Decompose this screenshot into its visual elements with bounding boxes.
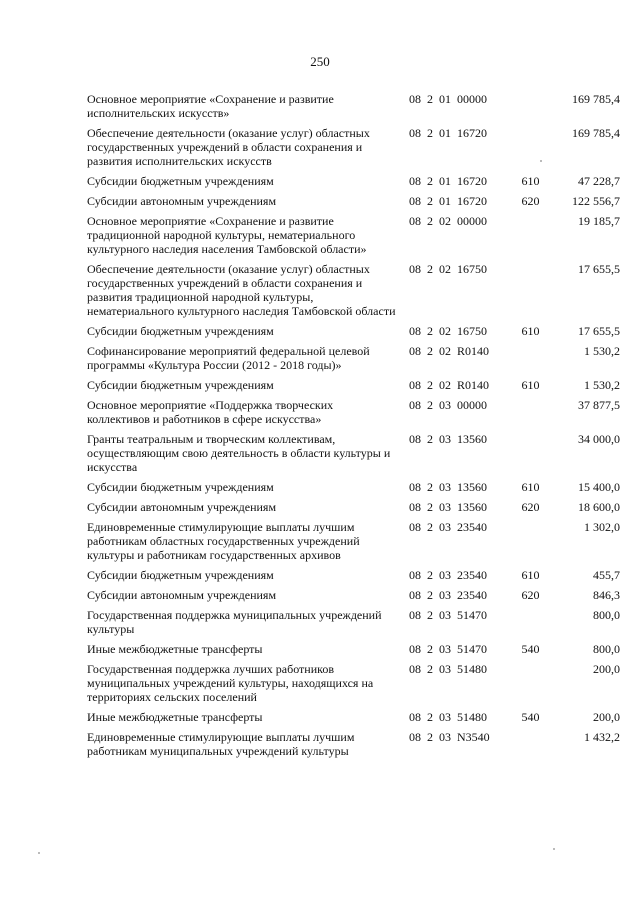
row-code: 08 2 01 16720: [409, 174, 487, 188]
row-code: 08 2 03 23540: [409, 588, 487, 602]
row-name: Единовременные стимулирующие выплаты лучшим работникам областных государственных учреждений культуры и работникам государственных архивов: [87, 520, 360, 562]
row-name: Основное мероприятие «Поддержка творческих коллективов и работников в сфере искусства»: [87, 398, 334, 426]
row-expense-type: [513, 520, 548, 568]
budget-table: [87, 92, 620, 764]
page-number: 250: [310, 54, 330, 69]
row-code: 08 2 02 00000: [409, 214, 487, 228]
table-row: [87, 262, 620, 324]
row-code: 08 2 02 R0140: [409, 344, 490, 358]
row-code: 08 2 02 16750: [409, 262, 487, 276]
row-code: 08 2 01 16720: [409, 126, 487, 140]
row-amount: 200,0: [593, 662, 620, 676]
table-row: [87, 730, 620, 764]
row-code: 08 2 03 23540: [409, 568, 487, 582]
row-amount: 47 228,7: [578, 174, 620, 188]
row-amount: 1 530,2: [584, 344, 620, 358]
table-row: [87, 588, 620, 608]
row-code: 08 2 01 00000: [409, 92, 487, 106]
scan-speck: [553, 848, 555, 850]
row-code: 08 2 03 23540: [409, 520, 487, 534]
row-name: Субсидии автономным учреждениям: [87, 194, 277, 208]
table-row: [87, 214, 620, 262]
row-name: Субсидии автономным учреждениям: [87, 588, 277, 602]
table-row: [87, 568, 620, 588]
row-expense-type: [513, 344, 548, 378]
row-expense-type: 620: [521, 194, 540, 208]
row-expense-type: [513, 126, 548, 174]
row-amount: 1 432,2: [584, 730, 620, 744]
row-amount: 34 000,0: [578, 432, 620, 446]
row-name: Субсидии автономным учреждениям: [87, 500, 277, 514]
row-amount: 169 785,4: [572, 126, 620, 140]
table-row: [87, 480, 620, 500]
row-amount: 122 556,7: [572, 194, 620, 208]
table-row: [87, 194, 620, 214]
row-name: Субсидии бюджетным учреждениям: [87, 174, 274, 188]
row-code: 08 2 03 13560: [409, 432, 487, 446]
row-expense-type: [513, 730, 548, 764]
row-code: 08 2 03 00000: [409, 398, 487, 412]
row-name: Субсидии бюджетным учреждениям: [87, 480, 274, 494]
table-row: [87, 398, 620, 432]
row-expense-type: [513, 608, 548, 642]
row-expense-type: [513, 262, 548, 324]
row-code: 08 2 03 51480: [409, 662, 487, 676]
table-row: [87, 642, 620, 662]
row-amount: 1 530,2: [584, 378, 620, 392]
row-name: Основное мероприятие «Сохранение и развитие исполнительских искусств»: [87, 92, 334, 120]
row-amount: 15 400,0: [578, 480, 620, 494]
row-expense-type: 610: [521, 378, 540, 392]
row-name: Иные межбюджетные трансферты: [87, 642, 263, 656]
row-expense-type: [513, 432, 548, 480]
row-expense-type: 540: [521, 710, 540, 724]
row-name: Софинансирование мероприятий федеральной целевой программы «Культура России (2012 - 2018 годы)»: [87, 344, 370, 372]
row-amount: 17 655,5: [578, 262, 620, 276]
row-name: Субсидии бюджетным учреждениям: [87, 324, 274, 338]
row-amount: 17 655,5: [578, 324, 620, 338]
row-expense-type: 610: [521, 480, 540, 494]
row-amount: 18 600,0: [578, 500, 620, 514]
row-amount: 169 785,4: [572, 92, 620, 106]
row-name: Государственная поддержка лучших работников муниципальных учреждений культуры, находящихся на территориях сельских поселений: [87, 662, 374, 704]
row-expense-type: [513, 92, 548, 126]
table-row: [87, 500, 620, 520]
row-code: 08 2 03 51470: [409, 642, 487, 656]
table-row: [87, 126, 620, 174]
row-code: 08 2 03 N3540: [409, 730, 490, 744]
table-row: [87, 710, 620, 730]
row-amount: 19 185,7: [578, 214, 620, 228]
row-expense-type: [513, 662, 548, 710]
row-amount: 200,0: [593, 710, 620, 724]
table-row: [87, 174, 620, 194]
table-row: [87, 344, 620, 378]
row-expense-type: 620: [521, 500, 540, 514]
row-name: Обеспечение деятельности (оказание услуг) областных государственных учреждений в области сохранения и развития традиционной народной культуры, нематериального культурного наследия Тамбовской области: [87, 262, 396, 318]
row-amount: 800,0: [593, 608, 620, 622]
row-amount: 846,3: [593, 588, 620, 602]
row-amount: 455,7: [593, 568, 620, 582]
row-name: Основное мероприятие «Сохранение и развитие традиционной народной культуры, нематериального культурного наследия населения Тамбовской области»: [87, 214, 367, 256]
table-row: [87, 608, 620, 642]
row-name: Субсидии бюджетным учреждениям: [87, 378, 274, 392]
table-row: [87, 432, 620, 480]
row-name: Иные межбюджетные трансферты: [87, 710, 263, 724]
row-expense-type: 610: [521, 174, 540, 188]
row-code: 08 2 03 51470: [409, 608, 487, 622]
scan-speck: [540, 160, 542, 162]
row-amount: 800,0: [593, 642, 620, 656]
row-amount: 1 302,0: [584, 520, 620, 534]
row-code: 08 2 02 R0140: [409, 378, 490, 392]
row-expense-type: [513, 398, 548, 432]
row-expense-type: 610: [521, 324, 540, 338]
row-name: Государственная поддержка муниципальных учреждений культуры: [87, 608, 382, 636]
row-amount: 37 877,5: [578, 398, 620, 412]
table-row: [87, 324, 620, 344]
row-expense-type: 540: [521, 642, 540, 656]
table-row: [87, 662, 620, 710]
row-name: Обеспечение деятельности (оказание услуг) областных государственных учреждений в области сохранения и развития исполнительских искусств: [87, 126, 370, 168]
row-code: 08 2 02 16750: [409, 324, 487, 338]
row-name: Единовременные стимулирующие выплаты лучшим работникам муниципальных учреждений культуры: [87, 730, 355, 758]
table-row: [87, 92, 620, 126]
row-expense-type: 610: [521, 568, 540, 582]
row-name: Гранты театральным и творческим коллективам, осуществляющим свою деятельность в области культуры и искусства: [87, 432, 391, 474]
scan-speck: [38, 852, 40, 854]
row-code: 08 2 01 16720: [409, 194, 487, 208]
row-code: 08 2 03 51480: [409, 710, 487, 724]
table-row: [87, 520, 620, 568]
row-expense-type: 620: [521, 588, 540, 602]
row-expense-type: [513, 214, 548, 262]
table-row: [87, 378, 620, 398]
row-code: 08 2 03 13560: [409, 480, 487, 494]
row-name: Субсидии бюджетным учреждениям: [87, 568, 274, 582]
row-code: 08 2 03 13560: [409, 500, 487, 514]
